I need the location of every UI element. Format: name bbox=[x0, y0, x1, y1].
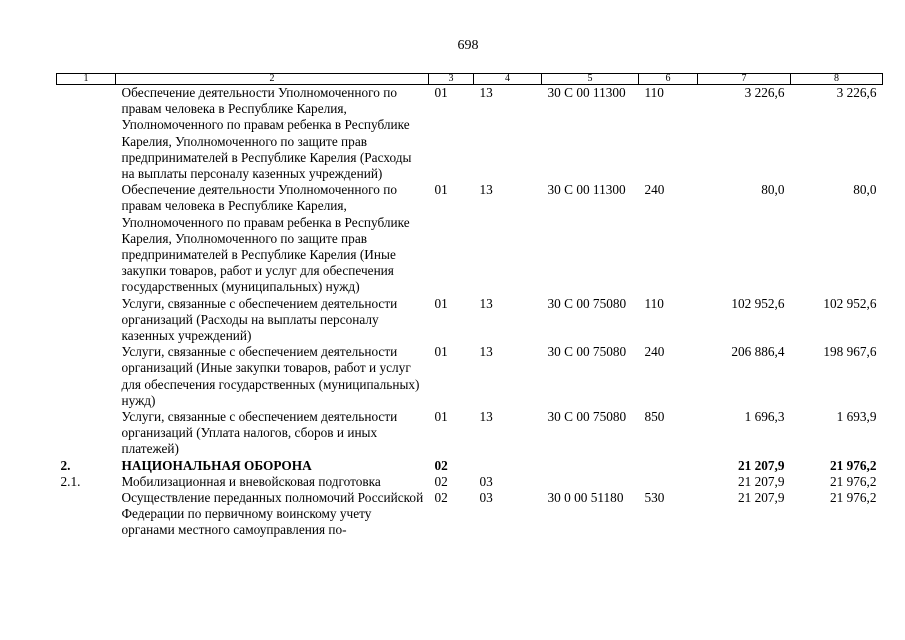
subsection-code: 13 bbox=[479, 85, 493, 100]
row-name: Обеспечение деятельности Уполномоченного по правам человека в Республике Карелия, Уполномоченного по правам ребенка в Республике Карелия, Уполномоченного по защите прав предпринимателей в Республике Карелия (Иные закупки товаров, работ и услуг для обеспечения государственных (муниципальных) нужд) bbox=[121, 182, 410, 295]
expense-type-code: 110 bbox=[644, 85, 664, 100]
subsection-code bbox=[474, 458, 542, 474]
column-header: 1 bbox=[57, 74, 116, 85]
column-header: 6 bbox=[639, 74, 698, 85]
amount-year-1: 102 952,6 bbox=[731, 295, 785, 311]
target-article-code bbox=[542, 474, 639, 490]
amount-year-1: 21 207,9 bbox=[737, 473, 785, 489]
subsection-code: 13 bbox=[479, 344, 493, 360]
section-code: 02 bbox=[434, 490, 448, 506]
table-row bbox=[57, 344, 883, 409]
amount-year-2: 21 976,2 bbox=[829, 490, 877, 506]
target-article-code: 30 С 00 75080 bbox=[547, 344, 627, 360]
column-header: 3 bbox=[429, 74, 474, 85]
row-index bbox=[57, 490, 116, 539]
row-index bbox=[57, 296, 116, 345]
table-row bbox=[57, 296, 883, 345]
amount-year-2: 80,0 bbox=[853, 182, 877, 198]
row-index: 2.1. bbox=[60, 473, 81, 489]
row-name: Услуги, связанные с обеспечением деятельности организаций (Расходы на выплаты персоналу казенных учреждений) bbox=[121, 295, 398, 344]
row-index bbox=[57, 182, 116, 295]
amount-year-2: 3 226,6 bbox=[836, 85, 877, 100]
section-code: 02 bbox=[434, 457, 448, 473]
column-header: 7 bbox=[698, 74, 791, 85]
column-header: 5 bbox=[542, 74, 639, 85]
expense-type-code: 530 bbox=[644, 490, 665, 506]
expense-type-code: 110 bbox=[644, 295, 664, 311]
column-header: 8 bbox=[791, 74, 883, 85]
target-article-code: 30 С 00 11300 bbox=[547, 182, 626, 198]
section-code: 02 bbox=[434, 473, 448, 489]
section-code: 01 bbox=[434, 295, 448, 311]
section-code: 01 bbox=[434, 344, 448, 360]
row-name: НАЦИОНАЛЬНАЯ ОБОРОНА bbox=[121, 457, 312, 473]
expense-type-code bbox=[639, 458, 698, 474]
column-number-row bbox=[57, 74, 883, 85]
row-index: 2. bbox=[60, 457, 71, 473]
amount-year-1: 206 886,4 bbox=[731, 344, 785, 360]
amount-year-2: 198 967,6 bbox=[823, 344, 877, 360]
subsection-code: 13 bbox=[479, 182, 493, 198]
row-index bbox=[57, 85, 116, 183]
row-index bbox=[57, 409, 116, 458]
budget-table bbox=[56, 73, 883, 539]
target-article-code: 30 0 00 51180 bbox=[547, 490, 624, 506]
amount-year-1: 1 696,3 bbox=[744, 409, 785, 425]
table-row bbox=[57, 474, 883, 490]
subsection-code: 03 bbox=[479, 473, 493, 489]
row-name: Услуги, связанные с обеспечением деятельности организаций (Уплата налогов, сборов и иных платежей) bbox=[121, 409, 398, 457]
column-header: 2 bbox=[116, 74, 429, 85]
amount-year-1: 3 226,6 bbox=[744, 85, 785, 100]
subsection-code: 13 bbox=[479, 295, 493, 311]
table-row bbox=[57, 409, 883, 458]
amount-year-2: 102 952,6 bbox=[823, 295, 877, 311]
expense-type-code: 240 bbox=[644, 344, 665, 360]
target-article-code bbox=[542, 458, 639, 474]
expense-type-code: 240 bbox=[644, 182, 665, 198]
row-name: Услуги, связанные с обеспечением деятельности организаций (Иные закупки товаров, работ и услуг для обеспечения государственных (муниципальных) нужд) bbox=[121, 344, 420, 408]
table-row bbox=[57, 85, 883, 183]
row-name: Мобилизационная и вневойсковая подготовка bbox=[121, 473, 381, 489]
amount-year-1: 21 207,9 bbox=[737, 490, 785, 506]
subsection-code: 13 bbox=[479, 409, 493, 425]
table-row bbox=[57, 182, 883, 295]
target-article-code: 30 С 00 11300 bbox=[547, 85, 626, 100]
amount-year-2: 21 976,2 bbox=[829, 457, 877, 473]
page-number: 698 bbox=[457, 38, 479, 53]
expense-type-code bbox=[639, 474, 698, 490]
column-header: 4 bbox=[474, 74, 542, 85]
section-code: 01 bbox=[434, 85, 448, 100]
table-row bbox=[57, 490, 883, 539]
row-name: Обеспечение деятельности Уполномоченного по правам человека в Республике Карелия, Уполномоченного по правам ребенка в Республике Карелия, Уполномоченного по защите прав предпринимателей в Республике Карелия (Расходы на выплаты персоналу казенных учреждений) bbox=[121, 85, 412, 182]
row-name: Осуществление переданных полномочий Российской Федерации по первичному воинскому учету органами местного самоуправления по- bbox=[121, 490, 424, 538]
expense-type-code: 850 bbox=[644, 409, 665, 425]
amount-year-1: 80,0 bbox=[761, 182, 785, 198]
amount-year-1: 21 207,9 bbox=[737, 457, 785, 473]
table-row bbox=[57, 458, 883, 474]
target-article-code: 30 С 00 75080 bbox=[547, 295, 627, 311]
subsection-code: 03 bbox=[479, 490, 493, 506]
row-index bbox=[57, 344, 116, 409]
section-code: 01 bbox=[434, 409, 448, 425]
target-article-code: 30 С 00 75080 bbox=[547, 409, 627, 425]
amount-year-2: 21 976,2 bbox=[829, 473, 877, 489]
section-code: 01 bbox=[434, 182, 448, 198]
amount-year-2: 1 693,9 bbox=[836, 409, 877, 425]
